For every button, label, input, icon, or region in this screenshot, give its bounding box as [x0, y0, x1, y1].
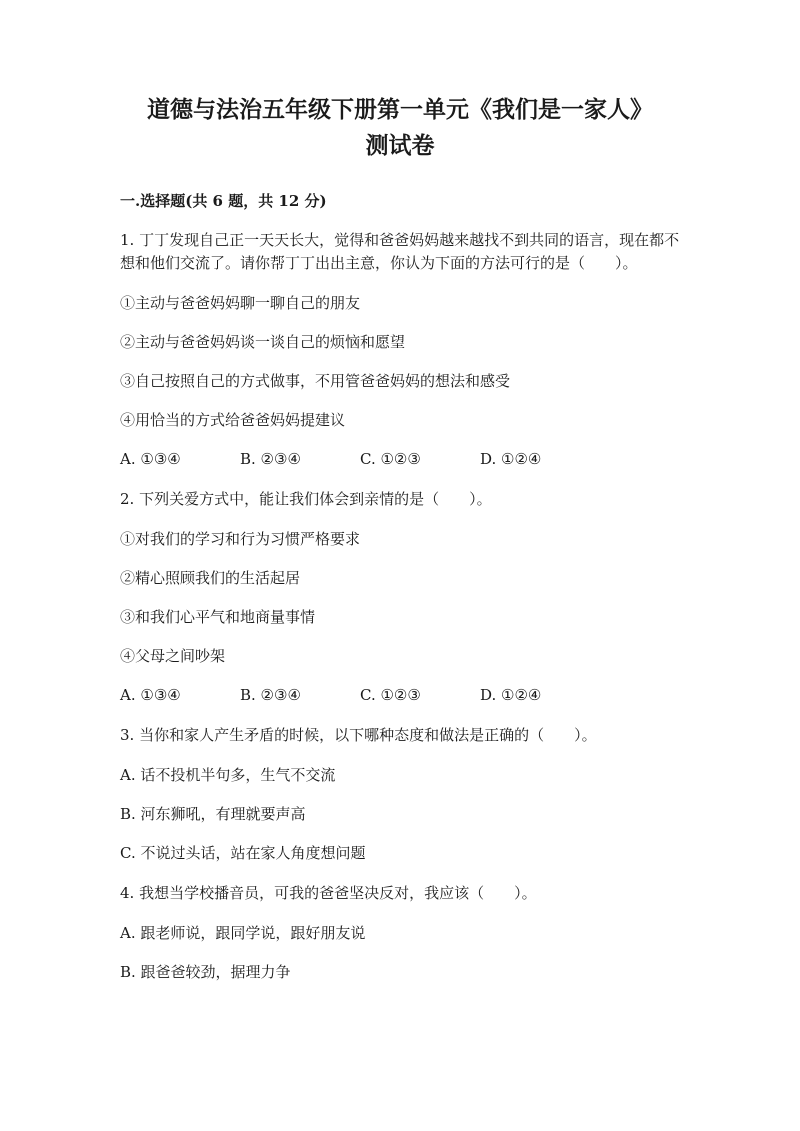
question-stem: 1. 丁丁发现自己正一天天长大，觉得和爸爸妈妈越来越找不到共同的语言，现在都不想和他们交流了。请你帮丁丁出出主意，你认为下面的方法可行的是（ ）。	[120, 231, 680, 272]
option-a: A. 跟老师说，跟同学说，跟好朋友说	[120, 924, 366, 942]
title-line-2: 测试卷	[365, 132, 435, 159]
statement-item: ④用恰当的方式给爸爸妈妈提建议	[120, 411, 346, 429]
statement-item: ④父母之间吵架	[120, 647, 226, 665]
choice-row	[120, 684, 680, 706]
statement-item: ③和我们心平气和地商量事情	[120, 608, 316, 626]
question-3	[120, 724, 680, 864]
question-2	[120, 488, 680, 706]
choice-d: D. ①②④	[480, 450, 542, 468]
choice-c: C. ①②③	[360, 686, 421, 704]
question-1	[120, 229, 680, 470]
statement-item: ①对我们的学习和行为习惯严格要求	[120, 530, 361, 548]
choice-d: D. ①②④	[480, 686, 542, 704]
title-line-1: 道德与法治五年级下册第一单元《我们是一家人》	[147, 96, 653, 123]
question-4	[120, 882, 680, 983]
question-stem: 4. 我想当学校播音员，可我的爸爸坚决反对，我应该（ ）。	[120, 884, 537, 902]
choice-row	[120, 448, 680, 470]
choice-b: B. ②③④	[240, 450, 301, 468]
document-title	[120, 0, 680, 164]
choice-b: B. ②③④	[240, 686, 301, 704]
section-heading: 一.选择题(共 6 题，共 12 分)	[120, 192, 327, 210]
option-c: C. 不说过头话，站在家人角度想问题	[120, 844, 366, 862]
option-a: A. 话不投机半句多，生气不交流	[120, 766, 336, 784]
statement-item: ②主动与爸爸妈妈谈一谈自己的烦恼和愿望	[120, 333, 406, 351]
choice-a: A. ①③④	[120, 450, 181, 468]
option-b: B. 河东狮吼，有理就要声高	[120, 805, 306, 823]
choice-c: C. ①②③	[360, 450, 421, 468]
statement-item: ③自己按照自己的方式做事，不用管爸爸妈妈的想法和感受	[120, 372, 511, 390]
question-stem: 2. 下列关爱方式中，能让我们体会到亲情的是（ ）。	[120, 490, 492, 508]
statement-item: ①主动与爸爸妈妈聊一聊自己的朋友	[120, 294, 361, 312]
option-b: B. 跟爸爸较劲，据理力争	[120, 963, 291, 981]
choice-a: A. ①③④	[120, 686, 181, 704]
statement-item: ②精心照顾我们的生活起居	[120, 569, 301, 587]
question-stem: 3. 当你和家人产生矛盾的时候，以下哪种态度和做法是正确的（ ）。	[120, 726, 597, 744]
